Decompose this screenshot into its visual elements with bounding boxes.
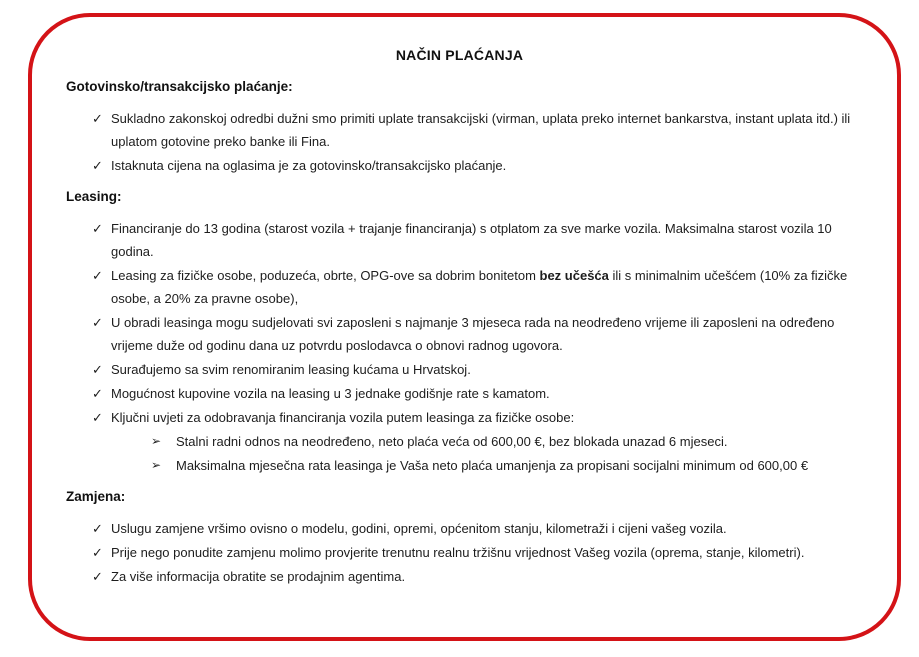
bullet-text: Za više informacija obratite se prodajnim agentima.	[111, 569, 406, 584]
check-icon: ✓	[92, 268, 103, 283]
bullet-text: Mogućnost kupovine vozila na leasing u 3 jednake godišnje rate s kamatom.	[111, 386, 550, 401]
bullet-text: Uslugu zamjene vršimo ovisno o modelu, godini, opremi, općenitom stanju, kilometraži i cijeni vašeg vozila.	[111, 521, 727, 536]
check-icon: ✓	[92, 362, 103, 377]
bullet-text: Maksimalna mjesečna rata leasinga je Vaša neto plaća umanjenja za propisani socijalni minimum od 600,00 €	[176, 458, 809, 473]
bullet-item	[66, 430, 853, 453]
bullet-item	[66, 454, 853, 477]
check-icon: ✓	[92, 158, 103, 173]
bullet-item	[66, 107, 853, 153]
bullet-text: Stalni radni odnos na neodređeno, neto plaća veća od 600,00 €, bez blokada unazad 6 mjeseci.	[176, 434, 728, 449]
bullet-item	[66, 382, 853, 405]
document-frame	[28, 13, 901, 641]
bullet-text: Ključni uvjeti za odobravanja financiranja vozila putem leasinga za fizičke osobe:	[111, 410, 575, 425]
section	[66, 79, 853, 177]
bullet-item	[66, 565, 853, 588]
bullet-item	[66, 358, 853, 381]
bullet-text: Istaknuta cijena na oglasima je za gotovinsko/transakcijsko plaćanje.	[111, 158, 507, 173]
sections	[66, 79, 853, 588]
bullet-text: Prije nego ponudite zamjenu molimo provjerite trenutnu realnu tržišnu vrijednost Vašeg vozila (oprema, stanje, kilometri).	[111, 545, 805, 560]
bullet-item	[66, 154, 853, 177]
bullet-text: U obradi leasinga mogu sudjelovati svi zaposleni s najmanje 3 mjeseca rada na neodređeno vrijeme ili zaposleni na određeno vrijeme duže od godinu dana uz potvrdu poslodavca o obnovi radnog ugovora.	[111, 315, 835, 353]
check-icon: ✓	[92, 521, 103, 536]
bullet-item	[66, 517, 853, 540]
check-icon: ✓	[92, 111, 103, 126]
bullet-text: Sukladno zakonskoj odredbi dužni smo primiti uplate transakcijski (virman, uplata preko internet bankarstva, instant uplata itd.) ili uplatom gotovine preko banke ili Fina.	[111, 111, 851, 149]
bullet-text: Surađujemo sa svim renomiranim leasing kućama u Hrvatskoj.	[111, 362, 471, 377]
page-title: NAČIN PLAĆANJA	[395, 47, 524, 63]
check-icon: ✓	[92, 221, 103, 236]
check-icon: ✓	[92, 386, 103, 401]
bullet-text: Financiranje do 13 godina (starost vozila + trajanje financiranja) s otplatom za sve marke vozila. Maksimalna starost vozila 10 godina.	[111, 221, 832, 259]
section	[66, 489, 853, 588]
section-heading: Leasing:	[66, 189, 122, 204]
section-heading: Gotovinsko/transakcijsko plaćanje:	[66, 79, 293, 94]
check-icon: ✓	[92, 410, 103, 425]
bullet-item	[66, 217, 853, 263]
bullet-item	[66, 541, 853, 564]
bullet-item	[66, 311, 853, 357]
check-icon: ✓	[92, 545, 103, 560]
section	[66, 189, 853, 477]
arrow-icon: ➢	[151, 434, 162, 448]
arrow-icon: ➢	[151, 458, 162, 472]
bullet-item	[66, 264, 853, 310]
bullet-text: Leasing za fizičke osobe, poduzeća, obrte, OPG-ove sa dobrim bonitetom bez učešća ili s minimalnim učešćem (10% za fizičke osobe, a 20% za pravne osobe),	[111, 268, 848, 306]
section-heading: Zamjena:	[66, 489, 126, 504]
bullet-item	[66, 406, 853, 429]
check-icon: ✓	[92, 569, 103, 584]
check-icon: ✓	[92, 315, 103, 330]
